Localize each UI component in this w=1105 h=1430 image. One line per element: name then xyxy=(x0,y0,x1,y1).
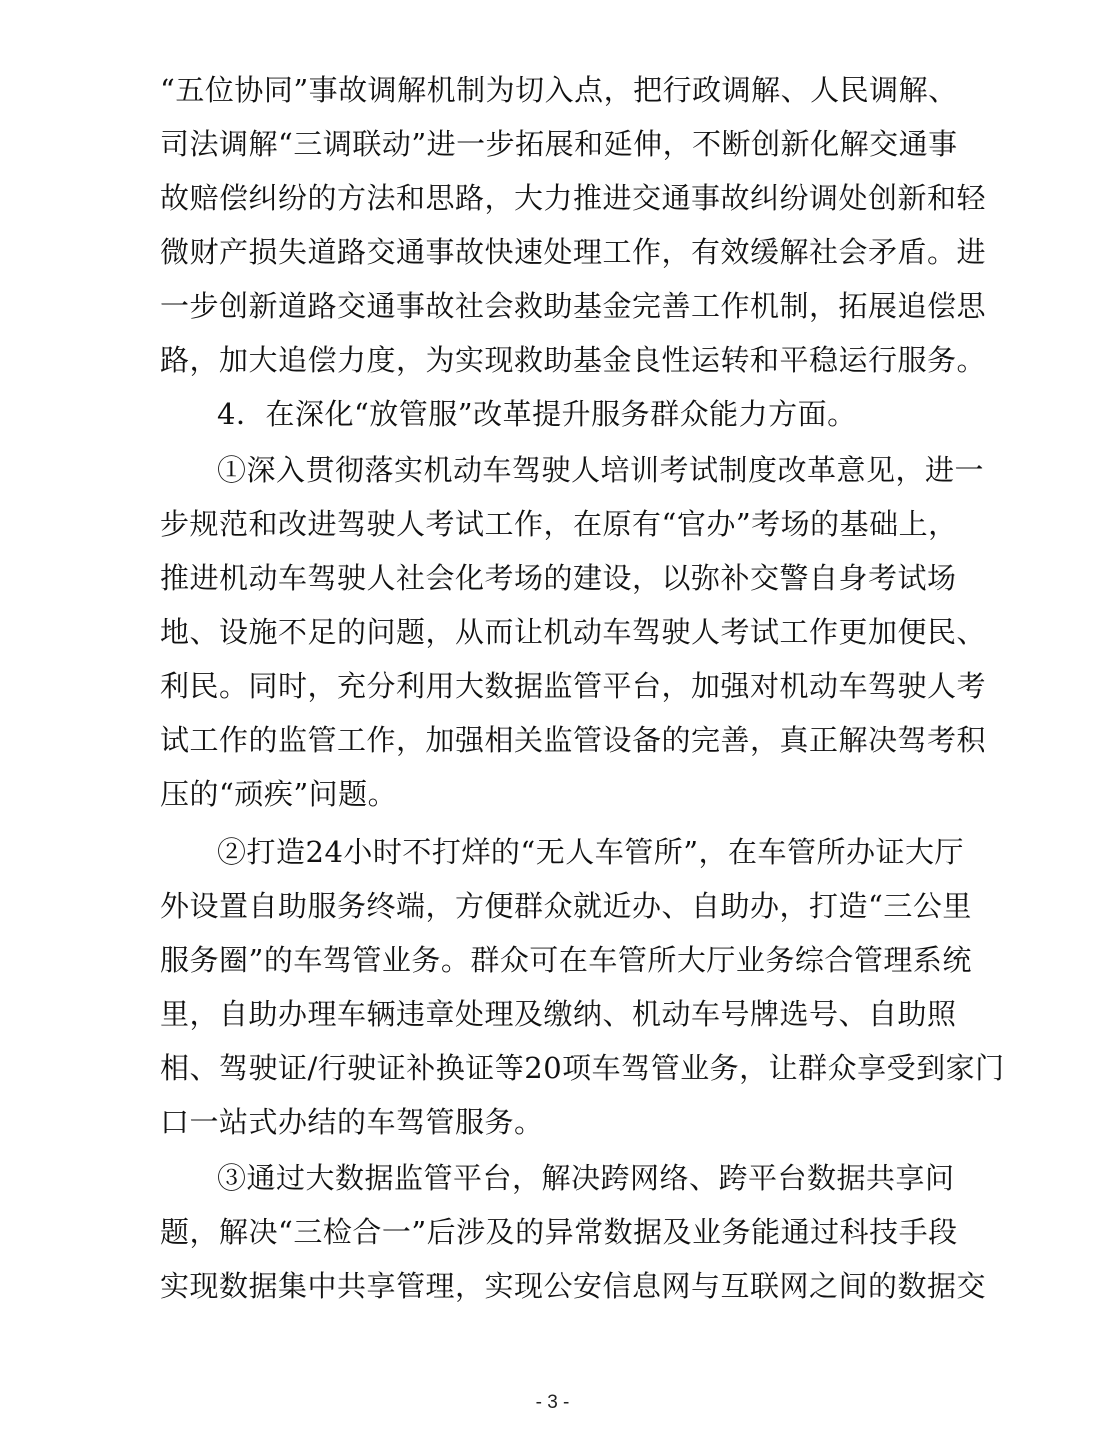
text-line: 司法调解“三调联动”进一步拓展和延伸，不断创新化解交通事 xyxy=(160,127,958,161)
text-line: 服务圈”的车驾管业务。群众可在车管所大厅业务综合管理系统 xyxy=(160,943,972,977)
text-line: 利民。同时，充分利用大数据监管平台，加强对机动车驾驶人考 xyxy=(160,669,987,703)
text-line: 微财产损失道路交通事故快速处理工作，有效缓解社会矛盾。进 xyxy=(160,235,987,269)
text-line: ①深入贯彻落实机动车驾驶人培训考试制度改革意见，进一 xyxy=(217,453,985,487)
text-line: 里，自助办理车辆违章处理及缴纳、机动车号牌选号、自助照 xyxy=(160,997,957,1031)
text-line: ③通过大数据监管平台，解决跨网络、跨平台数据共享问 xyxy=(217,1161,955,1195)
text-line: 推进机动车驾驶人社会化考场的建设，以弥补交警自身考试场 xyxy=(160,561,957,595)
text-line: “五位协同”事故调解机制为切入点，把行政调解、人民调解、 xyxy=(160,73,958,107)
text-line: 相、驾驶证/行驶证补换证等20项车驾管业务，让群众享受到家门 xyxy=(160,1051,1005,1085)
text-line: 地、设施不足的问题，从而让机动车驾驶人考试工作更加便民、 xyxy=(160,615,987,649)
page-number: - 3 - xyxy=(535,1392,570,1413)
text-line: 口一站式办结的车驾管服务。 xyxy=(160,1105,544,1139)
text-line: 一步创新道路交通事故社会救助基金完善工作机制，拓展追偿思 xyxy=(160,289,987,323)
text-line: 路，加大追偿力度，为实现救助基金良性运转和平稳运行服务。 xyxy=(160,343,987,377)
text-line: 题，解决“三检合一”后涉及的异常数据及业务能通过科技手段 xyxy=(160,1215,958,1249)
text-line: 试工作的监管工作，加强相关监管设备的完善，真正解决驾考积 xyxy=(160,723,987,757)
text-line: 外设置自助服务终端，方便群众就近办、自助办，打造“三公里 xyxy=(160,889,972,923)
text-line: 步规范和改进驾驶人考试工作，在原有“官办”考场的基础上， xyxy=(160,507,958,541)
text-line: 实现数据集中共享管理，实现公安信息网与互联网之间的数据交 xyxy=(160,1269,987,1303)
text-line: ②打造24小时不打烊的“无人车管所”，在车管所办证大厅 xyxy=(217,835,965,869)
text-line: 压的“顽疾”问题。 xyxy=(160,777,398,811)
text-line: 故赔偿纠纷的方法和思路，大力推进交通事故纠纷调处创新和轻 xyxy=(160,181,987,215)
section-heading: 4．在深化“放管服”改革提升服务群众能力方面。 xyxy=(217,397,857,431)
